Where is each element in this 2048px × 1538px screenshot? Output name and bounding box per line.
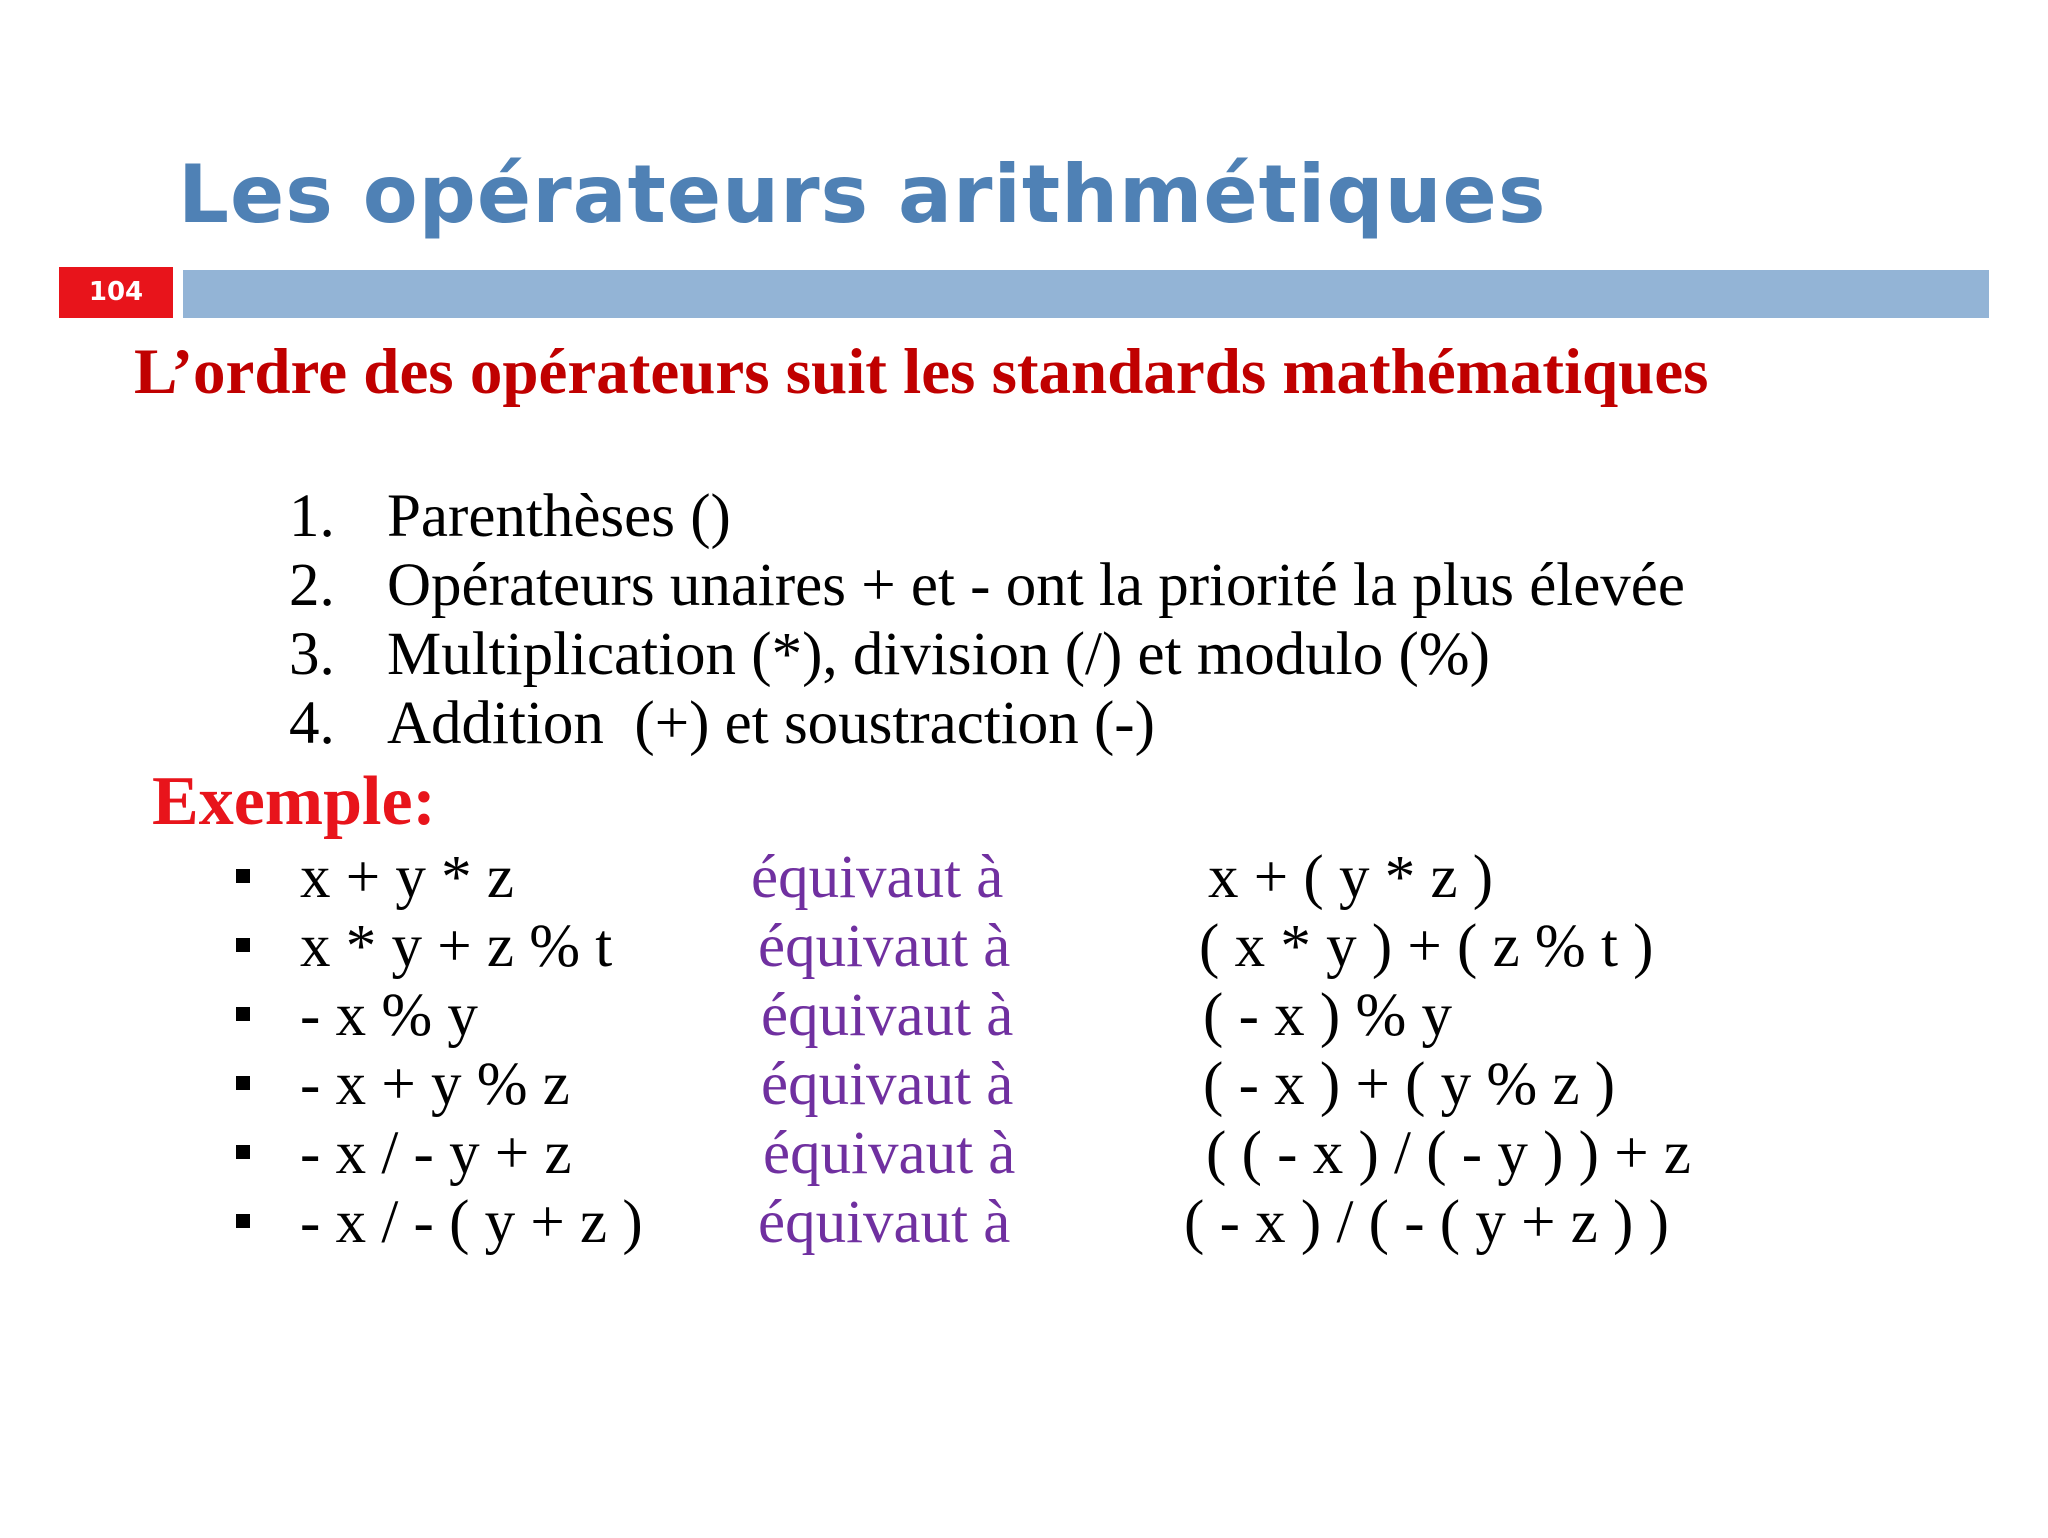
example-expression: x + y * z xyxy=(300,844,514,911)
square-bullet-icon xyxy=(236,1145,250,1159)
list-item-number: 4. xyxy=(289,690,335,757)
list-item-number: 1. xyxy=(289,483,335,550)
page-number-badge: 104 xyxy=(59,267,173,318)
square-bullet-icon xyxy=(236,1076,250,1090)
section-heading: L’ordre des opérateurs suit les standards mathématiques xyxy=(134,336,1709,408)
slide-title: Les opérateurs arithmétiques xyxy=(178,148,1547,241)
precedence-list xyxy=(228,413,1685,757)
example-result: ( - x ) % y xyxy=(1203,982,1453,1049)
list-item xyxy=(228,413,1685,550)
example-equivalence: équivaut à xyxy=(751,844,1004,911)
example-row xyxy=(0,843,2048,913)
example-result: ( - x ) + ( y % z ) xyxy=(1203,1051,1616,1118)
example-equivalence: équivaut à xyxy=(758,913,1011,980)
square-bullet-icon xyxy=(236,938,250,952)
example-expression: - x / - y + z xyxy=(300,1120,572,1187)
list-item xyxy=(228,551,1685,688)
example-result: x + ( y * z ) xyxy=(1208,844,1494,911)
square-bullet-icon xyxy=(236,1007,250,1021)
square-bullet-icon xyxy=(236,869,250,883)
example-equivalence: équivaut à xyxy=(761,982,1014,1049)
example-equivalence: équivaut à xyxy=(761,1051,1014,1118)
list-item-text: Parenthèses () xyxy=(387,483,731,550)
list-item-text: Opérateurs unaires + et - ont la priorité la plus élevée xyxy=(387,552,1685,619)
example-result: ( - x ) / ( - ( y + z ) ) xyxy=(1184,1189,1669,1256)
example-result: ( ( - x ) / ( - y ) ) + z xyxy=(1206,1120,1691,1187)
square-bullet-icon xyxy=(236,1214,250,1228)
example-label: Exemple: xyxy=(152,763,436,840)
example-expression: x * y + z % t xyxy=(300,913,613,980)
example-row xyxy=(0,981,2048,1051)
example-expression: - x % y xyxy=(300,982,478,1049)
list-item-text: Multiplication (*), division (/) et modulo (%) xyxy=(387,621,1490,688)
example-expression: - x / - ( y + z ) xyxy=(300,1189,643,1256)
list-item xyxy=(228,620,1685,757)
list-item-number: 3. xyxy=(289,621,335,688)
example-expression: - x + y % z xyxy=(300,1051,570,1118)
example-row xyxy=(0,912,2048,982)
title-divider-bar xyxy=(183,270,1989,318)
example-equivalence: équivaut à xyxy=(758,1189,1011,1256)
example-result: ( x * y ) + ( z % t ) xyxy=(1199,913,1654,980)
example-row xyxy=(0,1050,2048,1120)
example-row xyxy=(0,1119,2048,1189)
list-item-text: Addition (+) et soustraction (-) xyxy=(387,690,1155,757)
example-equivalence: équivaut à xyxy=(763,1120,1016,1187)
list-item-number: 2. xyxy=(289,552,335,619)
list-item xyxy=(228,482,1685,619)
example-row xyxy=(0,1188,2048,1258)
